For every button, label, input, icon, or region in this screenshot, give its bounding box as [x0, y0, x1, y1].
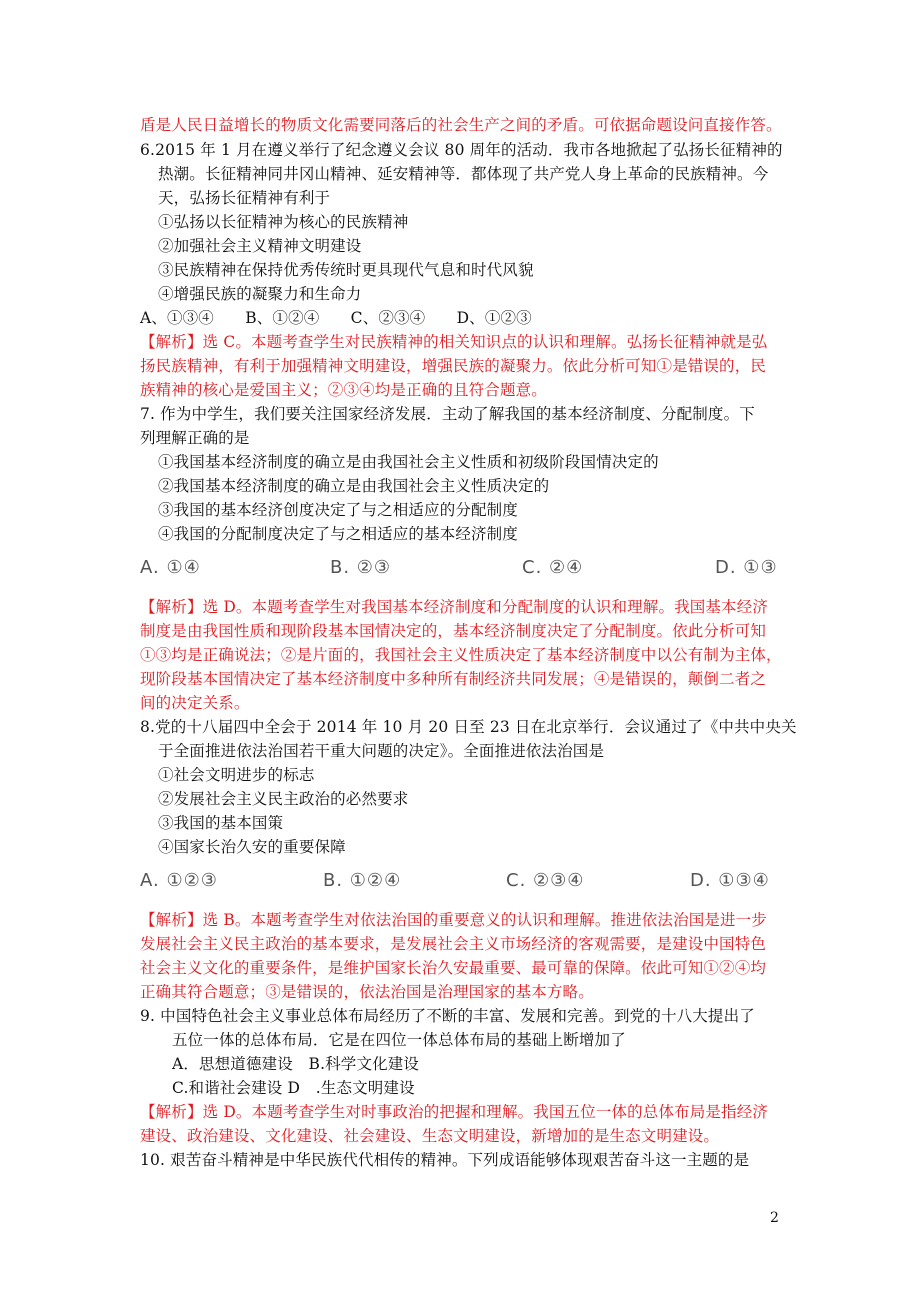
question-7-option: ③我国的基本经济创度决定了与之相适应的分配制度 — [158, 501, 518, 519]
analysis-line: 现阶段基本国情决定了基本经济制度中多种所有制经济共同发展；④是错误的，颠倒二者之 — [140, 670, 767, 688]
question-7-option: ②我国基本经济制度的确立是由我国社会主义性质决定的 — [158, 477, 550, 495]
question-6-choices: A、①③④ B、①②④ C、②③④ D、①②③ — [140, 309, 532, 327]
analysis-line: 【解析】选 C。本题考查学生对民族精神的相关知识点的认识和理解。弘扬长征精神就是弘 — [140, 333, 768, 351]
analysis-line: 制度是由我国性质和现阶段基本国情决定的，基本经济制度决定了分配制度。依此分析可知 — [140, 622, 767, 640]
question-7-choices-image — [140, 557, 790, 585]
question-6-option: ①弘扬以长征精神为核心的民族精神 — [158, 213, 409, 231]
question-7-option: ①我国基本经济制度的确立是由我国社会主义性质和初级阶段国情决定的 — [158, 453, 659, 471]
analysis-line: 社会主义文化的重要条件，是维护国家长治久安最重要、最可靠的保障。依此可知①②④均 — [140, 959, 767, 977]
analysis-line: 盾是人民日益增长的物质文化需要同落后的社会生产之间的矛盾。可依据命题设问直接作答。 — [140, 116, 782, 134]
choice-a: A. ①④ — [140, 557, 201, 578]
question-6-stem: 热潮。长征精神同井冈山精神、延安精神等．都体现了共产党人身上革命的民族精神。今 — [158, 165, 769, 183]
analysis-line: 【解析】选 D。本题考查学生对我国基本经济制度和分配制度的认识和理解。我国基本经济 — [140, 598, 769, 616]
question-6-stem: 6.2015 年 1 月在遵义举行了纪念遵义会议 80 周年的活动．我市各地掀起了弘扬长征精神的 — [140, 141, 783, 159]
question-8-stem: 于全面推进依法治国若干重大问题的决定》。全面推进依法治国是 — [158, 742, 605, 760]
analysis-line: 【解析】选 D。本题考查学生对时事政治的把握和理解。我国五位一体的总体布局是指经济 — [140, 1103, 769, 1121]
question-6-stem: 天，弘扬长征精神有利于 — [158, 189, 331, 207]
question-10-stem: 10. 艰苦奋斗精神是中华民族代代相传的精神。下列成语能够体现艰苦奋斗这一主题的是 — [140, 1151, 750, 1169]
question-6-option: ②加强社会主义精神文明建设 — [158, 237, 362, 255]
choice-d: D. ①③④ — [690, 870, 770, 891]
analysis-line: 扬民族精神，有利于加强精神文明建设，增强民族的凝聚力。依此分析可知①是错误的，民 — [140, 357, 767, 375]
analysis-line: 发展社会主义民主政治的基本要求，是发展社会主义市场经济的客观需要，是建设中国特色 — [140, 935, 767, 953]
question-6-option: ③民族精神在保持优秀传统时更具现代气息和时代风貌 — [158, 261, 534, 279]
analysis-line: 【解析】选 B。本题考查学生对依法治国的重要意义的认识和理解。推进依法治国是进一步 — [140, 911, 767, 929]
question-8-stem: 8.党的十八届四中全会于 2014 年 10 月 20 日至 23 日在北京举行．会议通过了《中共中央关 — [140, 718, 797, 736]
question-8-option: ②发展社会主义民主政治的必然要求 — [158, 790, 409, 808]
question-8-option: ③我国的基本国策 — [158, 814, 284, 832]
analysis-line: ①③均是正确说法；②是片面的，我国社会主义性质决定了基本经济制度中以公有制为主体， — [140, 646, 782, 664]
choice-b: B. ②③ — [330, 557, 392, 578]
question-9-option: C.和谐社会建设 D .生态文明建设 — [172, 1079, 415, 1097]
analysis-line: 间的决定关系。 — [140, 694, 250, 712]
question-9-stem: 五位一体的总体布局．它是在四位一体总体布局的基础上断增加了 — [172, 1031, 626, 1049]
question-8-option: ①社会文明进步的标志 — [158, 766, 315, 784]
choice-c: C. ②④ — [522, 557, 584, 578]
choice-b: B. ①②④ — [323, 870, 402, 891]
choice-a: A. ①②③ — [140, 870, 218, 891]
analysis-line: 建设、政治建设、文化建设、社会建设、生态文明建设，新增加的是生态文明建设。 — [140, 1127, 720, 1145]
question-8-choices-image — [140, 870, 790, 898]
question-9-option: A．思想道德建设 B.科学文化建设 — [172, 1055, 420, 1073]
question-6-option: ④增强民族的凝聚力和生命力 — [158, 285, 362, 303]
question-7-stem: 7. 作为中学生，我们要关注国家经济发展．主动了解我国的基本经济制度、分配制度。下 — [140, 405, 755, 423]
question-7-stem: 列理解正确的是 — [140, 429, 250, 447]
analysis-line: 正确其符合题意；③是错误的，依法治国是治理国家的基本方略。 — [140, 983, 594, 1001]
choice-d: D. ①③ — [715, 557, 778, 578]
analysis-line: 族精神的核心是爱国主义；②③④均是正确的且符合题意。 — [140, 381, 547, 399]
question-8-option: ④国家长治久安的重要保障 — [158, 838, 346, 856]
question-7-option: ④我国的分配制度决定了与之相适应的基本经济制度 — [158, 525, 518, 543]
question-9-stem: 9. 中国特色社会主义事业总体布局经历了不断的丰富、发展和完善。到党的十八大提出了 — [140, 1007, 755, 1025]
page-number: 2 — [770, 1210, 779, 1226]
choice-c: C. ②③④ — [506, 870, 585, 891]
